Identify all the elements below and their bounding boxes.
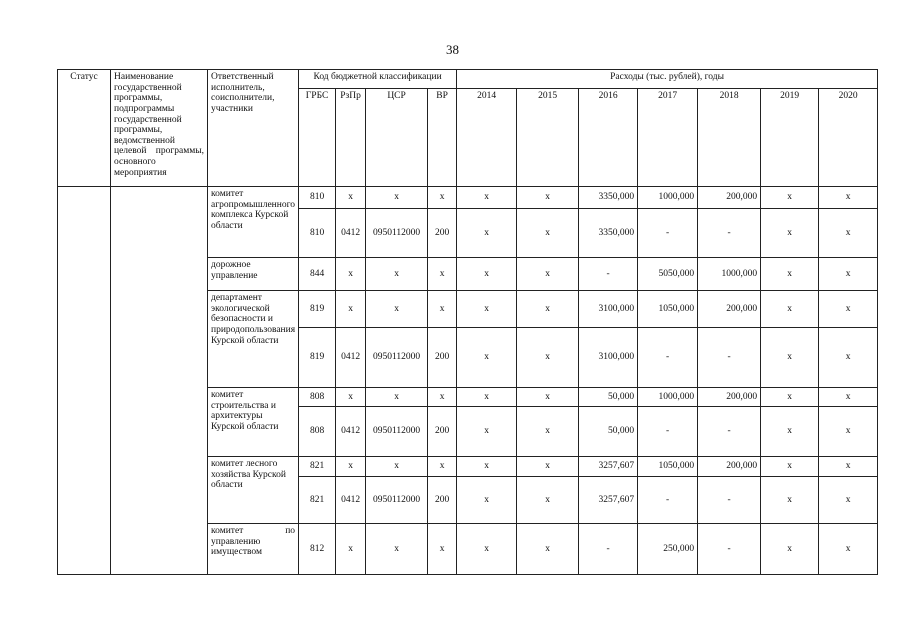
- code-vr-cell: x: [428, 524, 457, 575]
- code-vr-cell: 200: [428, 407, 457, 457]
- code-csr-cell: x: [366, 457, 428, 477]
- expense-2014-cell: x: [457, 407, 517, 457]
- participant-cell: комитет агропромышленного комплекса Курской области: [208, 187, 299, 258]
- header-expenses: Расходы (тыс. рублей), годы: [457, 70, 878, 89]
- code-csr-cell: x: [366, 524, 428, 575]
- expense-2016-cell: 3257,607: [579, 477, 638, 524]
- code-grbs-cell: 808: [299, 407, 336, 457]
- expense-2020-cell: x: [819, 291, 878, 328]
- expense-2018-cell: -: [698, 328, 761, 388]
- code-rzpr-cell: 0412: [336, 328, 366, 388]
- expense-2015-cell: x: [517, 187, 579, 209]
- expense-2018-cell: 1000,000: [698, 258, 761, 291]
- header-budget-code: Код бюджетной классификации: [299, 70, 457, 89]
- expense-2019-cell: x: [761, 328, 819, 388]
- expense-2015-cell: x: [517, 328, 579, 388]
- expense-2014-cell: x: [457, 187, 517, 209]
- expense-2020-cell: x: [819, 187, 878, 209]
- expense-2014-cell: x: [457, 457, 517, 477]
- code-rzpr-cell: x: [336, 524, 366, 575]
- expense-2019-cell: x: [761, 258, 819, 291]
- expense-2019-cell: x: [761, 477, 819, 524]
- header-code-1: РзПр: [336, 89, 366, 187]
- expense-2020-cell: x: [819, 209, 878, 258]
- code-csr-cell: x: [366, 388, 428, 407]
- expense-2016-cell: 3100,000: [579, 328, 638, 388]
- code-grbs-cell: 812: [299, 524, 336, 575]
- expense-2017-cell: -: [638, 209, 698, 258]
- code-rzpr-cell: 0412: [336, 477, 366, 524]
- expense-2019-cell: x: [761, 407, 819, 457]
- expense-2020-cell: x: [819, 258, 878, 291]
- expense-2016-cell: 3100,000: [579, 291, 638, 328]
- code-grbs-cell: 819: [299, 328, 336, 388]
- expense-2017-cell: 250,000: [638, 524, 698, 575]
- code-grbs-cell: 821: [299, 457, 336, 477]
- participant-cell: департамент экологической безопасности и природопользования Курской области: [208, 291, 299, 388]
- expense-2017-cell: 1000,000: [638, 187, 698, 209]
- expense-2020-cell: x: [819, 328, 878, 388]
- header-year-2020: 2020: [819, 89, 878, 187]
- code-vr-cell: 200: [428, 477, 457, 524]
- budget-table: [57, 69, 878, 575]
- expense-2014-cell: x: [457, 328, 517, 388]
- expense-2015-cell: x: [517, 388, 579, 407]
- page-number: 38: [446, 42, 459, 57]
- expense-2020-cell: x: [819, 524, 878, 575]
- expense-2018-cell: 200,000: [698, 457, 761, 477]
- expense-2014-cell: x: [457, 258, 517, 291]
- header-responsible: Ответственный исполнитель, соисполнители, участники: [208, 70, 299, 187]
- expense-2015-cell: x: [517, 407, 579, 457]
- expense-2019-cell: x: [761, 524, 819, 575]
- code-rzpr-cell: x: [336, 388, 366, 407]
- expense-2019-cell: x: [761, 187, 819, 209]
- code-rzpr-cell: x: [336, 457, 366, 477]
- code-vr-cell: x: [428, 388, 457, 407]
- code-csr-cell: x: [366, 258, 428, 291]
- header-status: Статус: [58, 70, 111, 187]
- expense-2020-cell: x: [819, 388, 878, 407]
- code-grbs-cell: 821: [299, 477, 336, 524]
- code-csr-cell: 0950112000: [366, 209, 428, 258]
- header-program-name: Наименование государственной программы, подпрограммы государственной программы, ведомственной целевой программы, основного мероприятия: [111, 70, 208, 187]
- header-year-2017: 2017: [638, 89, 698, 187]
- expense-2016-cell: -: [579, 524, 638, 575]
- expense-2015-cell: x: [517, 477, 579, 524]
- expense-2017-cell: 5050,000: [638, 258, 698, 291]
- expense-2015-cell: x: [517, 258, 579, 291]
- participant-cell: комитет по управлению имуществом: [208, 524, 299, 575]
- expense-2020-cell: x: [819, 407, 878, 457]
- code-csr-cell: 0950112000: [366, 477, 428, 524]
- code-grbs-cell: 808: [299, 388, 336, 407]
- code-vr-cell: x: [428, 187, 457, 209]
- code-rzpr-cell: x: [336, 187, 366, 209]
- header-year-2015: 2015: [517, 89, 579, 187]
- expense-2017-cell: -: [638, 477, 698, 524]
- expense-2016-cell: 50,000: [579, 388, 638, 407]
- participant-cell: дорожное управление: [208, 258, 299, 291]
- code-csr-cell: 0950112000: [366, 328, 428, 388]
- expense-2016-cell: -: [579, 258, 638, 291]
- code-csr-cell: x: [366, 187, 428, 209]
- status-cell: [58, 187, 111, 575]
- expense-2015-cell: x: [517, 209, 579, 258]
- header-year-2018: 2018: [698, 89, 761, 187]
- expense-2019-cell: x: [761, 209, 819, 258]
- table-row: [58, 187, 878, 209]
- expense-2014-cell: x: [457, 291, 517, 328]
- code-csr-cell: 0950112000: [366, 407, 428, 457]
- expense-2016-cell: 3257,607: [579, 457, 638, 477]
- expense-2019-cell: x: [761, 388, 819, 407]
- header-year-2019: 2019: [761, 89, 819, 187]
- expense-2018-cell: -: [698, 477, 761, 524]
- code-vr-cell: x: [428, 258, 457, 291]
- code-grbs-cell: 810: [299, 209, 336, 258]
- expense-2015-cell: x: [517, 524, 579, 575]
- participant-cell: комитет строительства и архитектуры Курской области: [208, 388, 299, 457]
- expense-2018-cell: -: [698, 407, 761, 457]
- header-year-2016: 2016: [579, 89, 638, 187]
- expense-2019-cell: x: [761, 457, 819, 477]
- expense-2018-cell: -: [698, 209, 761, 258]
- expense-2017-cell: -: [638, 328, 698, 388]
- code-vr-cell: 200: [428, 209, 457, 258]
- code-vr-cell: x: [428, 457, 457, 477]
- code-grbs-cell: 844: [299, 258, 336, 291]
- expense-2018-cell: -: [698, 524, 761, 575]
- expense-2017-cell: 1050,000: [638, 457, 698, 477]
- program-name-cell: [111, 187, 208, 575]
- expense-2017-cell: 1050,000: [638, 291, 698, 328]
- expense-2014-cell: x: [457, 209, 517, 258]
- expense-2016-cell: 3350,000: [579, 209, 638, 258]
- code-rzpr-cell: x: [336, 258, 366, 291]
- expense-2019-cell: x: [761, 291, 819, 328]
- code-csr-cell: x: [366, 291, 428, 328]
- expense-2014-cell: x: [457, 524, 517, 575]
- expense-2015-cell: x: [517, 291, 579, 328]
- code-rzpr-cell: 0412: [336, 209, 366, 258]
- expense-2017-cell: -: [638, 407, 698, 457]
- header-code-3: ВР: [428, 89, 457, 187]
- expense-2016-cell: 3350,000: [579, 187, 638, 209]
- code-vr-cell: x: [428, 291, 457, 328]
- code-rzpr-cell: 0412: [336, 407, 366, 457]
- expense-2018-cell: 200,000: [698, 388, 761, 407]
- header-year-2014: 2014: [457, 89, 517, 187]
- header-code-2: ЦСР: [366, 89, 428, 187]
- participant-cell: комитет лесного хозяйства Курской области: [208, 457, 299, 524]
- header-code-0: ГРБС: [299, 89, 336, 187]
- code-grbs-cell: 810: [299, 187, 336, 209]
- code-vr-cell: 200: [428, 328, 457, 388]
- expense-2018-cell: 200,000: [698, 291, 761, 328]
- expense-2016-cell: 50,000: [579, 407, 638, 457]
- expense-2014-cell: x: [457, 388, 517, 407]
- expense-2017-cell: 1000,000: [638, 388, 698, 407]
- code-grbs-cell: 819: [299, 291, 336, 328]
- expense-2020-cell: x: [819, 457, 878, 477]
- code-rzpr-cell: x: [336, 291, 366, 328]
- expense-2015-cell: x: [517, 457, 579, 477]
- expense-2020-cell: x: [819, 477, 878, 524]
- expense-2018-cell: 200,000: [698, 187, 761, 209]
- expense-2014-cell: x: [457, 477, 517, 524]
